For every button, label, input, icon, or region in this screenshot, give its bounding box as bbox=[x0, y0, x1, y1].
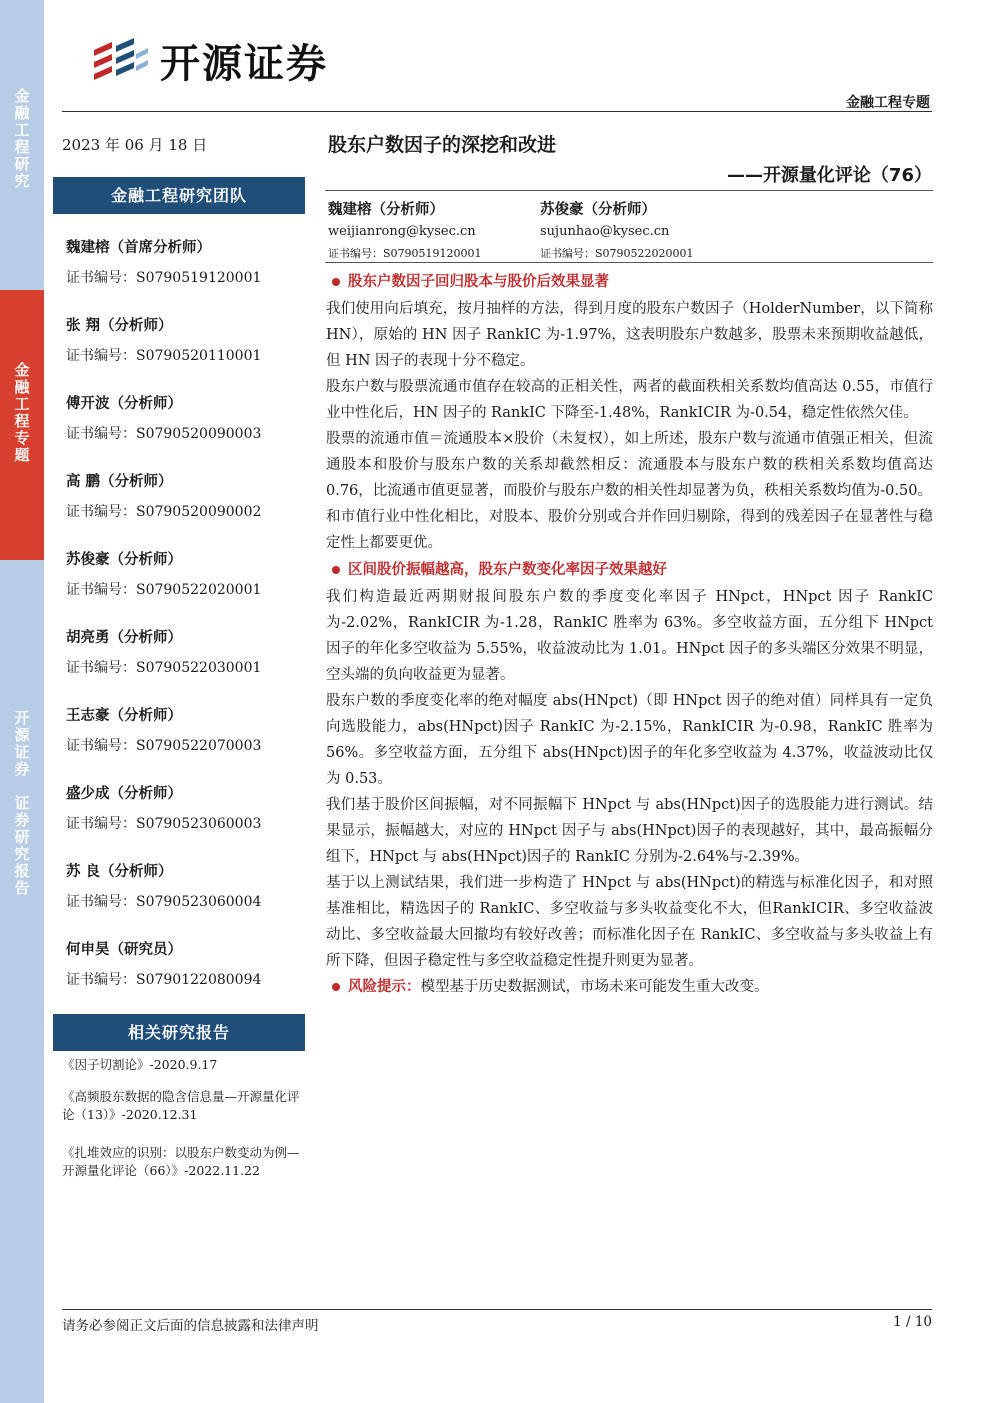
member-cert: 证书编号：S0790523060004 bbox=[66, 894, 262, 910]
member-cert: 证书编号：S0790520090002 bbox=[66, 504, 262, 520]
member-name: 苏 良（分析师） bbox=[66, 864, 173, 880]
footer-disclaimer: 请务必参阅正文后面的信息披露和法律声明 bbox=[62, 1318, 319, 1334]
author-name: 魏建榕（分析师） bbox=[328, 202, 444, 218]
paragraph: 我们基于股价区间振幅，对不同振幅下 HNpct 与 abs(HNpct)因子的选股能力进行测试。结果显示，振幅越大，对应的 HNpct 因子与 abs(HNpct)因子的表现越好，其中，最高振幅分组下，HNpct 与 abs(HNpct)因子的 RankIC 分别为-2.64%与-2.39%。 bbox=[326, 797, 933, 865]
report-title: 股东户数因子的深挖和改进 bbox=[328, 134, 557, 156]
title-divider bbox=[325, 190, 933, 191]
team-member bbox=[66, 236, 261, 287]
member-name: 盛少成（分析师） bbox=[66, 786, 182, 802]
strip-label-bottom: 开 源 证 券 证 券 研 究 报 告 bbox=[14, 709, 30, 897]
logo-text: 开源证券 bbox=[160, 40, 328, 87]
risk-label: 风险提示： bbox=[348, 979, 421, 995]
paragraph: 股票的流通市值＝流通股本×股价（未复权），如上所述，股东户数与流通市值强正相关，但流通股本和股价与股东户数的关系却截然相反：流通股本与股东户数的秩相关系数均值高达 0.76，比流通市值更显著，而股价与股东户数的相关性却显著为负，秩相关系数均值为-0.50。 bbox=[326, 431, 933, 499]
member-name: 高 鹏（分析师） bbox=[66, 474, 173, 490]
paragraph: 我们构造最近两期财报间股东户数的季度变化率因子 HNpct，HNpct 因子 RankIC 为-2.02%，RankICIR 为-1.28，RankIC 胜率为 63%。多空收益方面，五分组下 HNpct 因子的年化多空收益为 5.55%，收益波动比为 1.01。HNpct 因子的多头端区分效果不明显，空头端的负向收益更为显著。 bbox=[326, 589, 933, 683]
member-name: 王志豪（分析师） bbox=[66, 708, 182, 724]
member-name: 傅开波（分析师） bbox=[66, 396, 182, 412]
author-divider bbox=[325, 262, 933, 263]
team-member bbox=[66, 548, 261, 599]
paragraph: 和市值行业中性化相比，对股本、股价分别或合并作回归剔除，得到的残差因子在显著性与稳定性上都要更优。 bbox=[326, 509, 933, 551]
paragraph: 我们使用向后填充，按月抽样的方法，得到月度的股东户数因子（HolderNumber，以下简称 HN），原始的 HN 因子 RankIC 为-1.97%，这表明股东户数越多，股票未来预期收益越低，但 HN 因子的表现十分不稳定。 bbox=[326, 301, 933, 369]
member-cert: 证书编号：S0790520110001 bbox=[66, 348, 262, 364]
member-name: 魏建榕（首席分析师） bbox=[66, 240, 211, 256]
strip-label-top: 金 融 工 程 研 究 bbox=[14, 87, 30, 190]
team-member bbox=[66, 704, 261, 755]
author-email[interactable]: sujunhao@kysec.cn bbox=[540, 224, 670, 239]
author-cert: 证书编号：S0790522020001 bbox=[540, 247, 694, 260]
member-name: 苏俊豪（分析师） bbox=[66, 552, 182, 568]
author-block bbox=[540, 198, 694, 261]
logo-mark-icon bbox=[90, 32, 150, 88]
related-report-link[interactable]: 《因子切割论》-2020.9.17 bbox=[62, 1057, 218, 1072]
team-member bbox=[66, 860, 261, 911]
member-name: 张 翔（分析师） bbox=[66, 318, 173, 334]
author-block bbox=[328, 198, 482, 261]
member-cert: 证书编号：S0790520090003 bbox=[66, 426, 262, 442]
author-name: 苏俊豪（分析师） bbox=[540, 202, 656, 218]
paragraph: 股东户数的季度变化率的绝对幅度 abs(HNpct)（即 HNpct 因子的绝对值）同样具有一定负向选股能力，abs(HNpct)因子 RankIC 为-2.15%，RankICIR 为-0.98，RankIC 胜率为 56%。多空收益方面，五分组下 abs(HNpct)因子的年化多空收益为 4.37%，收益波动比仅为 0.53。 bbox=[326, 693, 933, 787]
report-category: 金融工程专题 bbox=[846, 95, 930, 111]
risk-text: 模型基于历史数据测试，市场未来可能发生重大改变。 bbox=[420, 979, 769, 995]
member-name: 何申昊（研究员） bbox=[66, 942, 182, 958]
team-member bbox=[66, 626, 261, 677]
related-report-link[interactable]: 《高频股东数据的隐含信息量—开源量化评论（13）》-2020.12.31 bbox=[62, 1089, 300, 1122]
section-heading-text: 股东户数因子回归股本与股价后效果显著 bbox=[348, 274, 609, 290]
member-cert: 证书编号：S0790519120001 bbox=[66, 270, 262, 286]
bullet-dot-icon bbox=[332, 278, 340, 286]
footer-divider bbox=[62, 1309, 932, 1310]
report-subtitle: ——开源量化评论（76） bbox=[726, 165, 932, 186]
member-cert: 证书编号：S0790523060003 bbox=[66, 816, 262, 832]
member-name: 胡亮勇（分析师） bbox=[66, 630, 182, 646]
paragraph: 基于以上测试结果，我们进一步构造了 HNpct 与 abs(HNpct)的精选与标准化因子，和对照基准相比，精选因子的 RankIC、多空收益与多头收益变化不大，但RankICIR、多空收益波动比、多空收益最大回撤均有较好改善；而标准化因子在 RankIC、多空收益与多头收益上有所下降，但因子稳定性与多空收益稳定性提升则更为显著。 bbox=[326, 875, 933, 969]
team-member bbox=[66, 314, 261, 365]
paragraph: 股东户数与股票流通市值存在较高的正相关性，两者的截面秩相关系数均值高达 0.55，市值行业中性化后，HN 因子的 RankIC 下降至-1.48%，RankICIR 为-0.54，稳定性依然欠佳。 bbox=[326, 379, 933, 421]
report-summary bbox=[326, 270, 933, 1000]
member-cert: 证书编号：S0790522030001 bbox=[66, 660, 262, 676]
related-reports-heading: 相关研究报告 bbox=[53, 1014, 305, 1051]
company-logo bbox=[90, 30, 328, 90]
risk-notice bbox=[326, 974, 933, 1000]
team-member bbox=[66, 392, 261, 443]
related-report-link[interactable]: 《扎堆效应的识别：以股东户数变动为例—开源量化评论（66）》-2022.11.22 bbox=[62, 1145, 300, 1178]
section-heading bbox=[326, 558, 933, 582]
team-member bbox=[66, 470, 261, 521]
author-cert: 证书编号：S0790519120001 bbox=[328, 247, 482, 260]
header-divider bbox=[62, 111, 932, 112]
strip-label-middle: 金 融 工 程 专 题 bbox=[14, 361, 30, 464]
section-heading bbox=[326, 270, 933, 294]
strip-segment-bottom bbox=[0, 560, 44, 1403]
bullet-dot-icon bbox=[332, 983, 340, 991]
page-number: 1 / 10 bbox=[893, 1314, 932, 1330]
member-cert: 证书编号：S0790522070003 bbox=[66, 738, 262, 754]
report-date: 2023 年 06 月 18 日 bbox=[62, 136, 208, 154]
member-cert: 证书编号：S0790522020001 bbox=[66, 582, 262, 598]
team-member bbox=[66, 782, 261, 833]
team-heading: 金融工程研究团队 bbox=[53, 177, 305, 214]
author-email[interactable]: weijianrong@kysec.cn bbox=[328, 224, 476, 239]
team-member bbox=[66, 938, 261, 989]
member-cert: 证书编号：S0790122080094 bbox=[66, 972, 262, 988]
bullet-dot-icon bbox=[332, 566, 340, 574]
side-color-strip bbox=[0, 0, 44, 1403]
section-heading-text: 区间股价振幅越高，股东户数变化率因子效果越好 bbox=[348, 562, 667, 578]
